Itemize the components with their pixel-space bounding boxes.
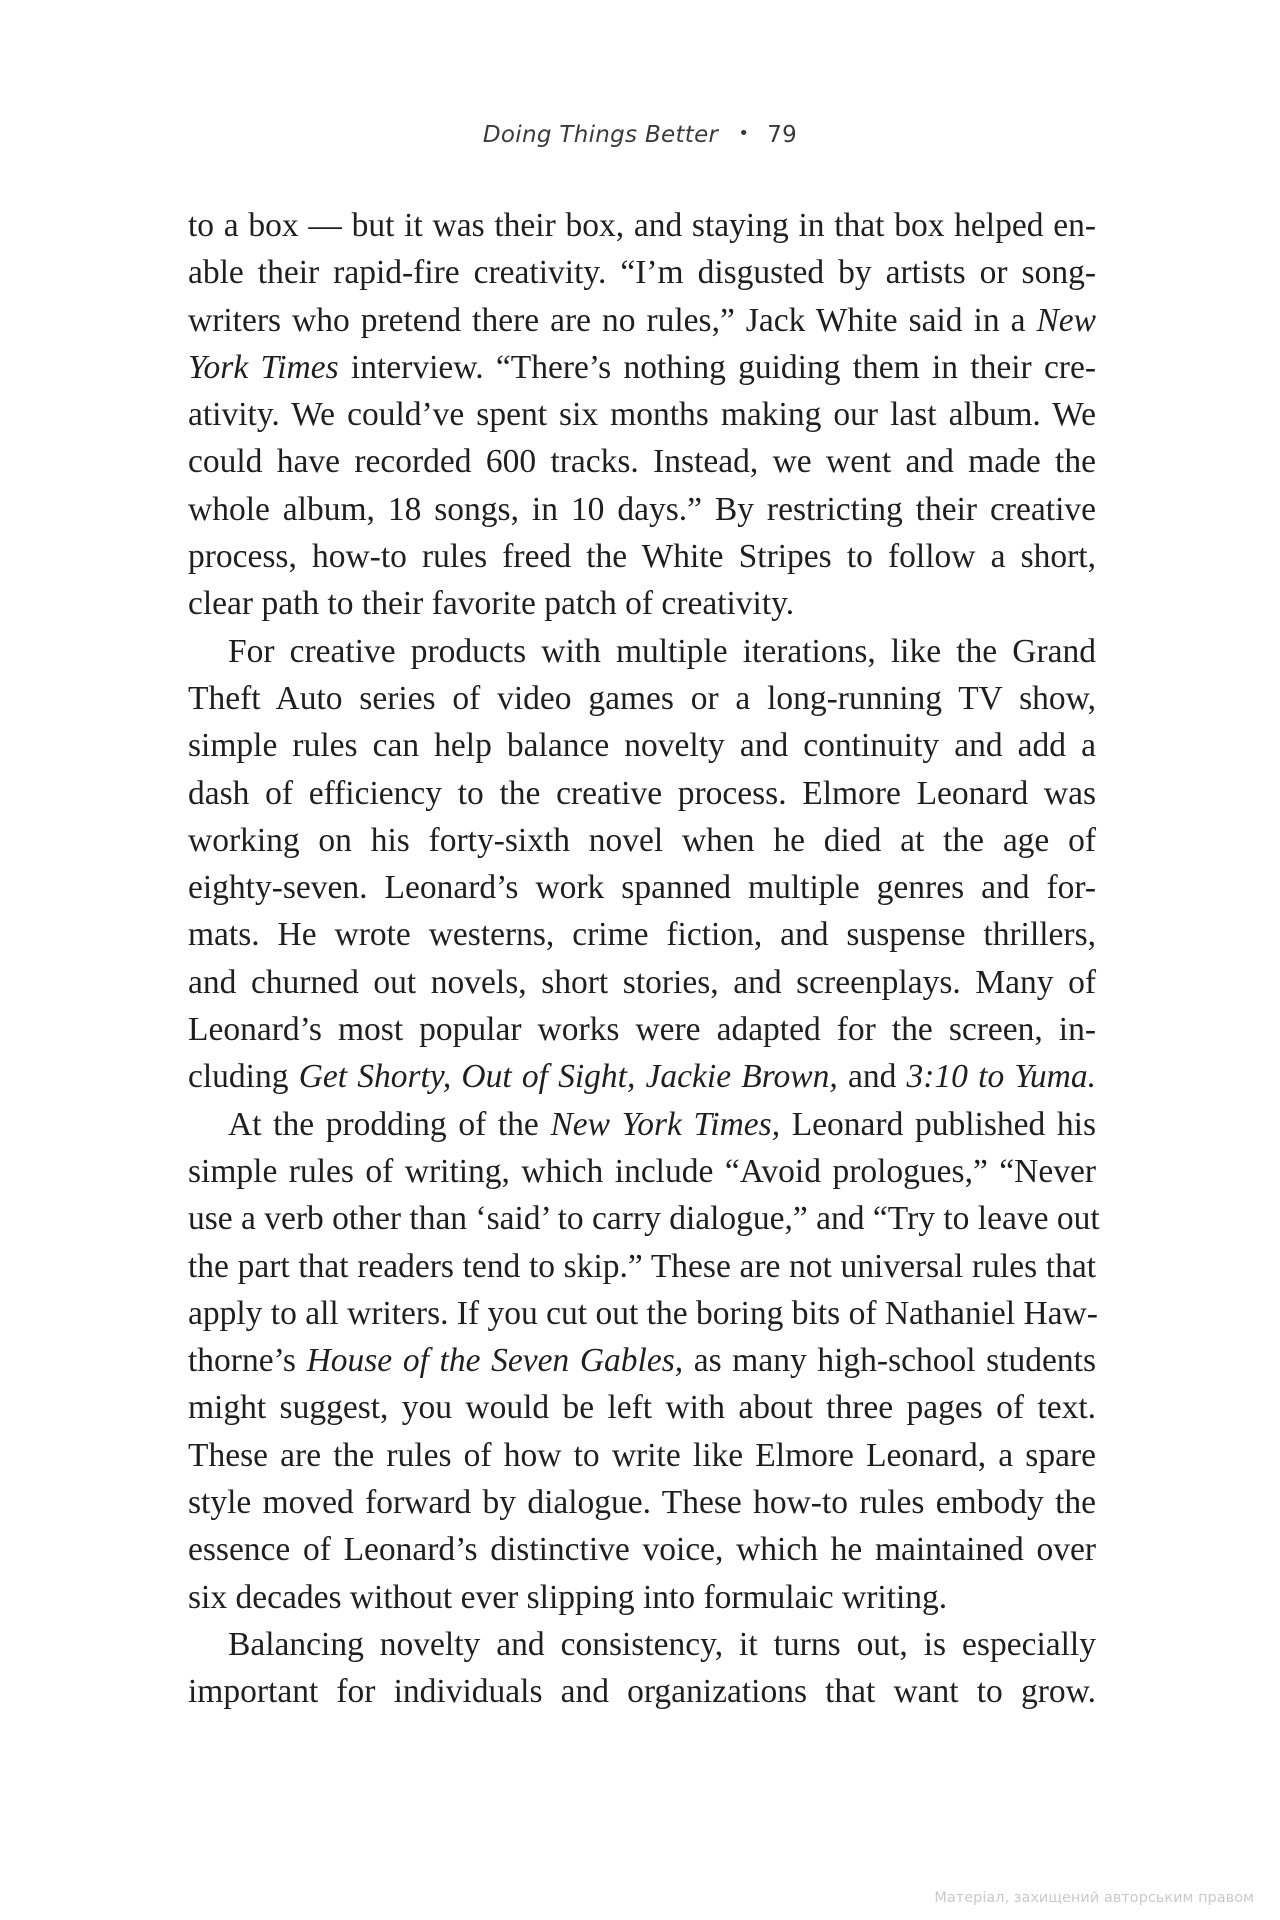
text-line: These are the rules of how to write like Elmore Leonard, a spare <box>188 1436 1096 1474</box>
running-head-title: Doing Things Better <box>482 122 719 148</box>
text-line: clear path to their favorite patch of creativity. <box>188 585 795 623</box>
text-line: style moved forward by dialogue. These how-to rules embody the <box>188 1484 1096 1522</box>
text-line: eighty-seven. Leonard’s work spanned multiple genres and for- <box>188 869 1096 907</box>
text-line: use a verb other than ‘said’ to carry dialogue,” and “Try to leave out <box>188 1200 1100 1238</box>
text-line: might suggest, you would be left with about three pages of text. <box>188 1389 1096 1427</box>
text-line: Theft Auto series of video games or a long-running TV show, <box>188 679 1096 717</box>
text-line: apply to all writers. If you cut out the boring bits of Nathaniel Haw- <box>188 1294 1098 1332</box>
text-line: thorne’s House of the Seven Gables, as many high-school students <box>188 1342 1096 1380</box>
text-line: to a box — but it was their box, and staying in that box helped en- <box>188 207 1096 244</box>
text-line: dash of efficiency to the creative process. Elmore Leonard was <box>188 774 1096 812</box>
text-line: simple rules can help balance novelty and continuity and add a <box>188 727 1096 765</box>
text-line: ativity. We could’ve spent six months making our last album. We <box>188 396 1096 434</box>
body-text <box>188 202 1100 1716</box>
text-line: able their rapid-fire creativity. “I’m disgusted by artists or song- <box>188 254 1096 292</box>
text-line: Leonard’s most popular works were adapted for the screen, in- <box>188 1011 1096 1049</box>
text-line: York Times interview. “There’s nothing guiding them in their cre- <box>188 348 1096 386</box>
running-head <box>0 122 1280 148</box>
text-line: mats. He wrote westerns, crime fiction, and suspense thrillers, <box>188 916 1096 954</box>
text-line: writers who pretend there are no rules,” Jack White said in a New <box>188 301 1096 339</box>
text-line: process, how-to rules freed the White Stripes to follow a short, <box>188 538 1096 576</box>
text-line: six decades without ever slipping into formulaic writing. <box>188 1578 948 1616</box>
text-line: essence of Leonard’s distinctive voice, which he maintained over <box>188 1531 1096 1569</box>
paragraph <box>188 628 1096 1101</box>
paragraph <box>188 1621 1096 1716</box>
page-number: 79 <box>767 122 798 148</box>
text-line: important for individuals and organizations that want to grow. <box>188 1673 1096 1711</box>
text-line: could have recorded 600 tracks. Instead, we went and made the <box>188 443 1096 481</box>
text-line: At the prodding of the New York Times, Leonard published his <box>228 1105 1096 1143</box>
copyright-watermark: Матеріал, захищений авторським правом <box>934 1890 1254 1906</box>
paragraph <box>188 1101 1100 1621</box>
text-line: cluding Get Shorty, Out of Sight, Jackie Brown, and 3:10 to Yuma. <box>188 1058 1097 1096</box>
text-line: working on his forty-sixth novel when he died at the age of <box>188 821 1096 859</box>
text-line: Balancing novelty and consistency, it turns out, is especially <box>228 1625 1096 1663</box>
text-line: and churned out novels, short stories, and screenplays. Many of <box>188 963 1096 1001</box>
running-head-bullet: • <box>738 123 750 144</box>
text-line: simple rules of writing, which include “Avoid prologues,” “Never <box>188 1152 1096 1190</box>
text-line: whole album, 18 songs, in 10 days.” By restricting their creative <box>188 490 1096 528</box>
text-line: For creative products with multiple iterations, like the Grand <box>228 632 1096 670</box>
paragraph <box>188 202 1096 628</box>
text-line: the part that readers tend to skip.” These are not universal rules that <box>188 1247 1096 1285</box>
